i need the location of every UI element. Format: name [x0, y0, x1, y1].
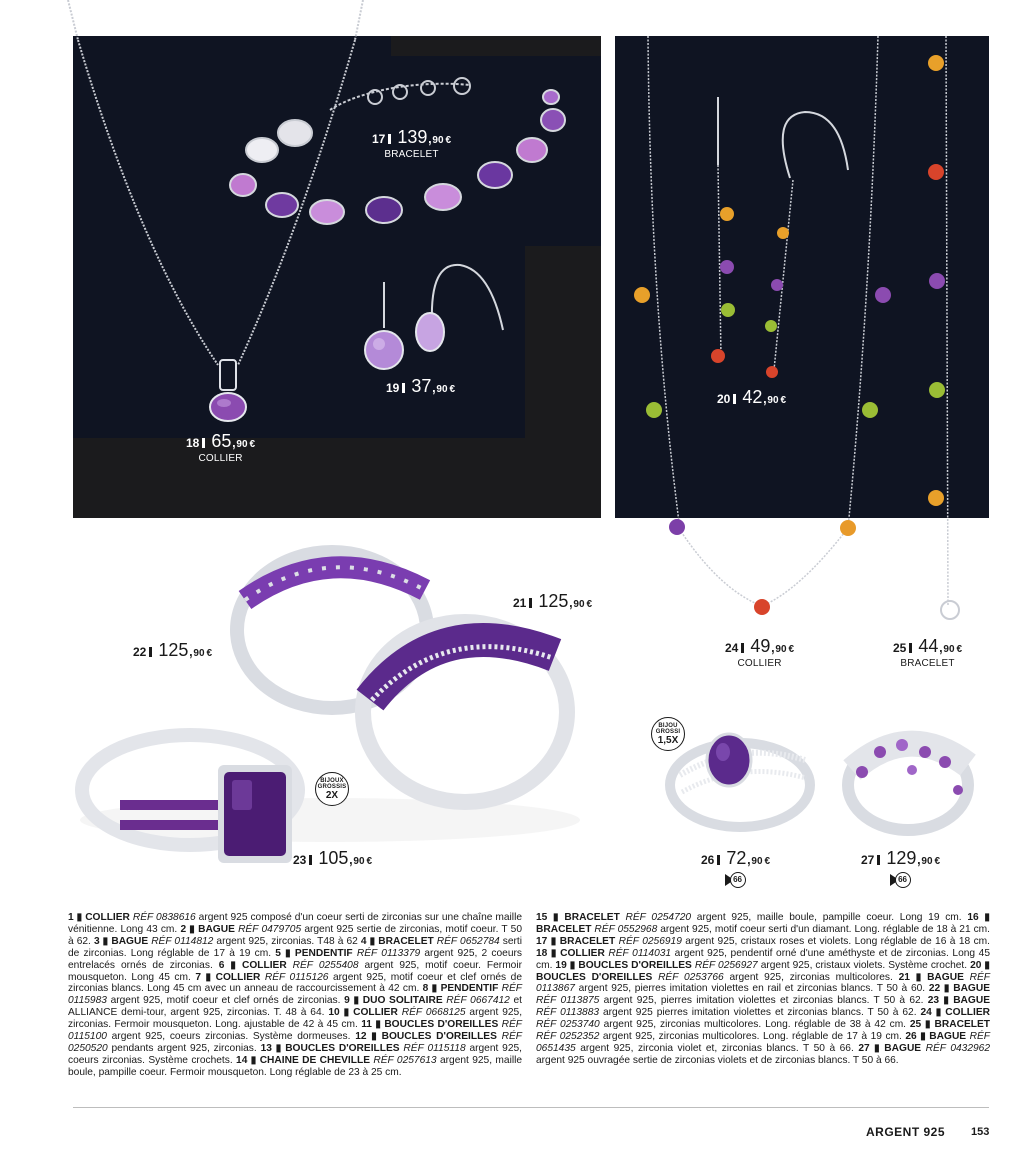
price-value: 49,: [750, 636, 776, 656]
separator-bar: [388, 134, 391, 144]
description-item-title: 5 ▮ PENDENTIF: [275, 947, 357, 959]
price-cents: 90: [751, 856, 763, 867]
description-ref: RÉF 0256927: [694, 959, 761, 971]
price-currency: €: [956, 644, 963, 655]
separator-bar: [733, 394, 736, 404]
product-label: COLLIER: [198, 453, 243, 464]
description-item-title: 25 ▮ BRACELET: [909, 1019, 990, 1031]
separator-bar: [529, 598, 532, 608]
product-number: 25: [893, 641, 907, 655]
description-text: argent 925 pierres imitation violettes et zirconias blancs. T 50 à 62.: [602, 1007, 921, 1019]
description-text: argent 925, zirconias multicolores. Long. réglable de 38 à 42 cm.: [603, 1019, 910, 1031]
description-text: argent 925, zirconias. Fermoir mousqueton. Long. ajustable de 42 à 45 cm.: [68, 1007, 523, 1031]
price-currency: €: [764, 856, 771, 867]
price-label-20: [717, 388, 786, 407]
product-label: BRACELET: [900, 658, 955, 669]
price-currency: €: [206, 648, 213, 659]
description-item-title: 16 ▮ BRACELET: [536, 912, 990, 935]
background-shape: [525, 246, 601, 518]
price-label-23: [293, 849, 372, 868]
page-number: 153: [971, 1126, 990, 1138]
description-ref: RÉF 0667412: [446, 995, 514, 1007]
description-item-title: 8 ▮ PENDENTIF: [422, 983, 502, 995]
product-number: 18: [186, 436, 200, 450]
description-ref: RÉF 0113875: [536, 995, 604, 1007]
description-ref: RÉF 0113883: [536, 1007, 603, 1019]
price-cents: 90: [353, 856, 365, 867]
description-text: pendants argent 925, zirconias.: [111, 1042, 261, 1054]
description-item-title: 11 ▮ BOUCLES D'OREILLES: [361, 1019, 502, 1031]
price-label-19: [386, 377, 455, 396]
price-currency: €: [449, 384, 456, 395]
zoom-badge-value: 2X: [325, 789, 339, 801]
description-ref: RÉF 0250520: [68, 1031, 522, 1054]
description-item-title: 21 ▮ BAGUE: [898, 971, 970, 983]
price-currency: €: [586, 599, 593, 610]
description-item-title: 19 ▮ BOUCLES D'OREILLES: [555, 959, 695, 971]
description-text: argent 925, pendentif orné d'une améthyste et de zirconias. Long 45 cm.: [536, 947, 990, 971]
price-cents: 90: [432, 135, 444, 146]
product-label: COLLIER: [737, 658, 782, 669]
description-ref: RÉF 0115118: [403, 1042, 470, 1054]
description-text: argent 925, motif coeur. Fermoir mousqueton. Long 45 cm.: [68, 959, 522, 983]
description-ref: RÉF 0257613: [373, 1054, 440, 1066]
price-cents: 90: [767, 395, 779, 406]
description-ref: RÉF 0252352: [536, 1031, 603, 1043]
description-entry: [536, 936, 990, 947]
description-item-title: 18 ▮ COLLIER: [536, 947, 609, 959]
price-cents: 90: [943, 644, 955, 655]
description-ref: RÉF 0254720: [625, 912, 697, 923]
description-text: argent 925, zirconias multicolores. Long. réglable de 17 à 19 cm.: [602, 1031, 906, 1043]
price-currency: €: [366, 856, 373, 867]
description-text: argent 925 ouvragée sertie de zirconias violets et de zirconias blancs. T 50 à 66.: [536, 1054, 899, 1066]
description-item-title: 1 ▮ COLLIER: [68, 912, 133, 923]
product-number: 24: [725, 641, 739, 655]
description-ref: RÉF 0253740: [536, 1019, 604, 1031]
price-label-27: [861, 849, 940, 888]
price-label-22: [133, 641, 212, 660]
description-item-title: 22 ▮ BAGUE: [928, 983, 991, 995]
price-value: 105,: [318, 848, 354, 868]
description-text: argent 925, motif coeur serti d'un diamant. Long. réglable de 18 à 21 cm.: [660, 923, 990, 935]
price-cents: 90: [775, 644, 787, 655]
product-label: BRACELET: [384, 149, 439, 160]
description-item-title: 6 ▮ COLLIER: [218, 959, 293, 971]
description-item-title: 12 ▮ BOUCLES D'OREILLES: [355, 1031, 502, 1043]
product-number: 26: [701, 853, 715, 867]
description-text: argent 925, coeurs zirconias. Système crochets.: [68, 1042, 523, 1066]
description-ref: RÉF 0652784: [436, 935, 503, 947]
price-currency: €: [934, 856, 941, 867]
price-label-18: [186, 432, 255, 464]
description-text: argent 925, cristaux roses et violets. Long réglable de 16 à 18 cm.: [685, 935, 990, 947]
page-reference-badge: [725, 872, 747, 888]
description-item-title: 2 ▮ BAGUE: [180, 923, 239, 935]
product-number: 20: [717, 392, 731, 406]
description-ref: RÉF 0115126: [264, 971, 333, 983]
description-item-title: 14 ▮ CHAINE DE CHEVILLE: [236, 1054, 374, 1066]
description-item-title: 20 ▮ BOUCLES D'OREILLES: [536, 959, 990, 983]
price-currency: €: [788, 644, 795, 655]
description-ref: RÉF 0838616: [132, 912, 199, 923]
price-cents: 90: [436, 384, 448, 395]
price-label-24: [725, 637, 794, 669]
description-text: argent 925, cristaux violets. Système crochet.: [760, 959, 971, 971]
price-value: 125,: [538, 591, 574, 611]
description-text: argent 925, motif coeur et clef ornés de zirconias blancs. Long 45 cm avec un anneau de raccourcissement à 42 cm.: [68, 971, 522, 995]
background-shape: [73, 438, 601, 518]
description-item-title: 3 ▮ BAGUE: [93, 935, 152, 947]
description-item-title: 7 ▮ COLLIER: [195, 971, 265, 983]
description-item-title: 10 ▮ COLLIER: [328, 1007, 402, 1019]
product-number: 27: [861, 853, 875, 867]
page-reference-number: 66: [895, 872, 911, 888]
description-entry: [555, 960, 970, 971]
description-item-title: 9 ▮ DUO SOLITAIRE: [344, 995, 447, 1007]
price-value: 72,: [726, 848, 752, 868]
product-number: 21: [513, 596, 527, 610]
price-currency: €: [780, 395, 787, 406]
description-ref: RÉF 0668125: [401, 1007, 470, 1019]
price-cents: 90: [921, 856, 933, 867]
separator-bar: [149, 647, 152, 657]
description-ref: RÉF 0651435: [536, 1031, 990, 1054]
description-item-title: 4 ▮ BRACELET: [360, 935, 437, 947]
product-number: 19: [386, 381, 400, 395]
description-ref: RÉF 0255408: [292, 959, 365, 971]
description-text: argent 925, zirconias multicolores.: [729, 971, 899, 983]
description-text: argent 925, pierres imitation violettes et zirconias blancs. T 50 à 62.: [603, 995, 928, 1007]
separator-bar: [717, 855, 720, 865]
description-paragraph: [536, 912, 990, 1067]
separator-bar: [909, 643, 912, 653]
price-value: 139,: [397, 127, 433, 147]
price-label-26: [701, 849, 770, 888]
description-item-title: 17 ▮ BRACELET: [536, 935, 619, 947]
section-title: ARGENT 925: [866, 1125, 946, 1139]
price-value: 42,: [742, 387, 768, 407]
description-paragraph: [68, 912, 522, 1079]
price-cents: 90: [193, 648, 205, 659]
description-text: et ALLIANCE demi-tour, argent 925, zirconias. T. 48 à 64.: [68, 995, 522, 1019]
zoom-badge-ring-26: [651, 717, 685, 751]
description-entry: [536, 912, 967, 923]
description-ref: RÉF 0256919: [618, 935, 686, 947]
description-ref: RÉF 0114031: [608, 947, 675, 959]
price-value: 44,: [918, 636, 944, 656]
separator-bar: [741, 643, 744, 653]
description-item-title: 13 ▮ BOUCLES D'OREILLES: [260, 1042, 404, 1054]
price-cents: 90: [236, 439, 248, 450]
zoom-badge-text: BIJOU GROSSI: [655, 722, 681, 735]
separator-bar: [202, 438, 205, 448]
description-text: serti de zirconias. Long réglable de 17 à 19 cm.: [68, 935, 522, 959]
description-text: argent 925, maille boule, pampille coeur. Fermoir mousqueton. Long réglable de 23 à 25 cm.: [68, 1054, 523, 1078]
description-text: argent 925, pierres imitation violettes en rail et zirconias blancs. T 50 à 60.: [578, 983, 929, 995]
price-label-21: [513, 592, 592, 611]
description-ref: RÉF 0113379: [356, 947, 425, 959]
zoom-badge-text: BIJOUX GROSSIS: [317, 777, 347, 790]
description-ref: RÉF 0479705: [238, 923, 305, 935]
background-shape: [391, 36, 601, 56]
price-label-17: [372, 128, 451, 160]
description-item-title: 26 ▮ BAGUE: [905, 1031, 970, 1043]
price-value: 129,: [886, 848, 922, 868]
price-label-25: [893, 637, 962, 669]
description-text: argent 925, 2 coeurs entrelacés ornés de zirconias.: [68, 947, 522, 971]
description-text: argent 925 composé d'un coeur serti de zirconias sur une chaîne maille vénitienne. Long 43 cm.: [68, 912, 522, 935]
description-text: argent 925 sertie de zirconias, motif coeur. T 50 à 62.: [68, 923, 522, 947]
separator-bar: [402, 383, 405, 393]
product-number: 17: [372, 132, 386, 146]
price-cents: 90: [573, 599, 585, 610]
page-reference-number: 66: [730, 872, 746, 888]
description-ref: RÉF 0115983: [68, 983, 523, 1007]
description-entry: [94, 936, 361, 947]
price-currency: €: [445, 135, 452, 146]
description-ref: RÉF 0253766: [658, 971, 730, 983]
description-text: argent 925, zirconias. T48 à 62: [216, 935, 361, 947]
product-number: 22: [133, 645, 147, 659]
product-photo-panel-left: [73, 36, 601, 518]
description-text: argent 925, coeurs zirconias. Système dormeuses.: [111, 1031, 356, 1043]
price-value: 65,: [211, 431, 237, 451]
description-ref: RÉF 0114812: [151, 935, 217, 947]
product-descriptions-right: [536, 912, 990, 1067]
description-item-title: 24 ▮ COLLIER: [920, 1007, 990, 1019]
description-text: argent 925, motif coeur et clef ornés de zirconias.: [110, 995, 345, 1007]
description-item-title: 27 ▮ BAGUE: [858, 1042, 926, 1054]
description-ref: RÉF 0113867: [536, 971, 990, 995]
price-value: 37,: [411, 376, 437, 396]
footer-divider: [73, 1107, 989, 1108]
page-reference-badge: [890, 872, 912, 888]
description-text: argent 925, zirconia violet et, zirconias blancs. T 50 à 66.: [580, 1042, 859, 1054]
zoom-badge-value: 1,5X: [657, 734, 679, 746]
description-ref: RÉF 0552968: [594, 923, 661, 935]
separator-bar: [877, 855, 880, 865]
product-number: 23: [293, 853, 307, 867]
zoom-badge-rings: [315, 772, 349, 806]
description-item-title: 23 ▮ BAGUE: [927, 995, 990, 1007]
separator-bar: [309, 855, 312, 865]
description-ref: RÉF 0432962: [925, 1042, 990, 1054]
price-currency: €: [249, 439, 256, 450]
product-descriptions-left: [68, 912, 522, 1079]
description-item-title: 15 ▮ BRACELET: [536, 912, 626, 923]
price-value: 125,: [158, 640, 194, 660]
description-ref: RÉF 0115100: [68, 1019, 522, 1043]
ring-27-image: [0, 0, 1, 1]
description-text: argent 925, maille boule, pampille coeur. Long 19 cm.: [696, 912, 968, 923]
